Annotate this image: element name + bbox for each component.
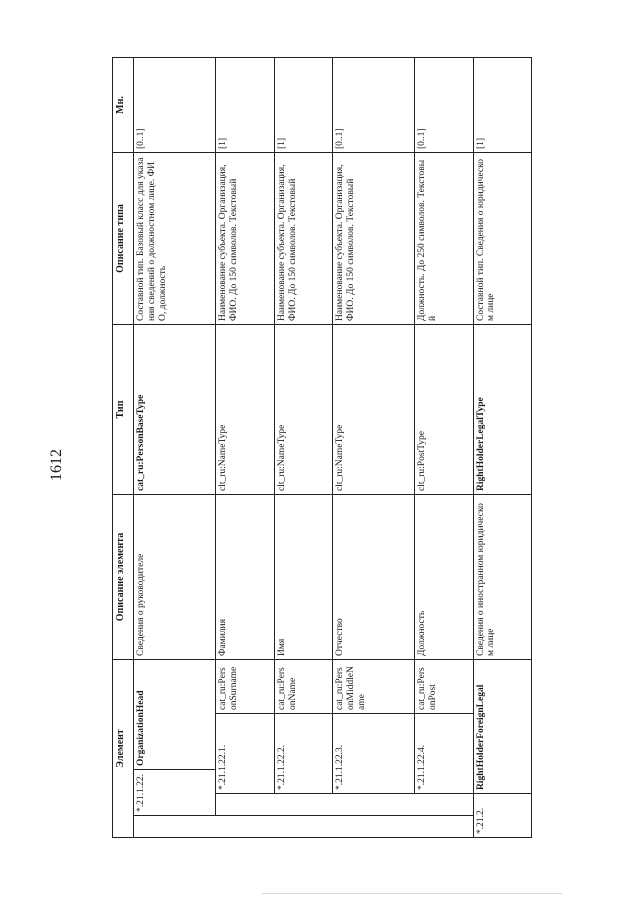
header-row [113,58,134,838]
row-type-desc: Составной тип. Базовый класс для указания сведений о должностном лице. ФИО, должность [134,153,216,325]
row-element-desc: Имя [274,495,332,660]
row-mult: [1] [216,58,274,153]
table-row [134,58,216,838]
row-element-name: cat_ru:PersonSurname [216,660,274,714]
header-element: Элемент [113,660,134,838]
row-element-name: cat_ru:PersonMiddleName [332,660,414,714]
row-mult: [0..1] [134,58,216,153]
row-type-desc: Составной тип. Сведения о юридическом лице [473,153,531,325]
row-type: clt_ru:NameType [216,325,274,495]
row-element-desc: Должность [415,495,473,660]
elements-table [112,57,532,838]
indent-cell [332,816,414,838]
table-container [112,58,532,838]
row-type: cat_ru:PersonBaseType [134,325,216,495]
row-type: clt_ru:NameType [274,325,332,495]
indent-cell [332,794,414,816]
indent-cell [415,794,473,816]
row-element-name: OrganizationHead [134,660,216,770]
row-type-desc: Должность. До 250 символов. Текстовый [415,153,473,325]
indent-cell [415,816,473,838]
header-type-desc: Описание типа [113,153,134,325]
indent-cell [216,794,274,816]
row-element-desc: Сведения о иностранном юридическом лице [473,495,531,660]
row-element-desc: Фамилия [216,495,274,660]
row-type: clt_ru:NameType [332,325,414,495]
indent-cell [274,794,332,816]
row-number: *.21.2. [473,794,531,838]
row-type: RightHolderLegalType [473,325,531,495]
row-type: clt_ru:PostType [415,325,473,495]
table-row [332,58,414,838]
header-element-desc: Описание элемента [113,495,134,660]
row-mult: [1] [473,58,531,153]
header-type: Тип [113,325,134,495]
row-element-name: cat_ru:PersonPost [415,660,473,714]
indent-cell [216,816,274,838]
page-number: 1612 [48,449,65,481]
row-type-desc: Наименование субъекта. Организация, ФИО. До 150 символов. Текстовый [332,153,414,325]
row-mult: [0..1] [332,58,414,153]
indent-cell [274,816,332,838]
row-mult: [1] [274,58,332,153]
table-row [216,58,274,838]
row-mult: [0..1] [415,58,473,153]
row-number: *.21.1.22.4. [415,714,473,794]
header-mult: Мн. [113,58,134,153]
table-row [274,58,332,838]
row-number: *.21.1.22. [134,770,216,816]
table-row [415,58,473,838]
row-type-desc: Наименование субъекта. Организация, ФИО. До 150 символов. Текстовый [274,153,332,325]
row-number: *.21.1.22.1. [216,714,274,794]
row-element-desc: Отчество [332,495,414,660]
row-type-desc: Наименование субъекта. Организация, ФИО. До 150 символов. Текстовый [216,153,274,325]
scan-edge-line [262,893,562,894]
row-number: *.21.1.22.3. [332,714,414,794]
row-element-desc: Сведения о руководителе [134,495,216,660]
row-element-name: cat_ru:PersonName [274,660,332,714]
row-element-name: RightHolderForeignLegal [473,660,531,794]
rotated-table-frame [112,58,532,838]
row-number: *.21.1.22.2. [274,714,332,794]
table-row [473,58,531,838]
indent-cell [134,816,216,838]
